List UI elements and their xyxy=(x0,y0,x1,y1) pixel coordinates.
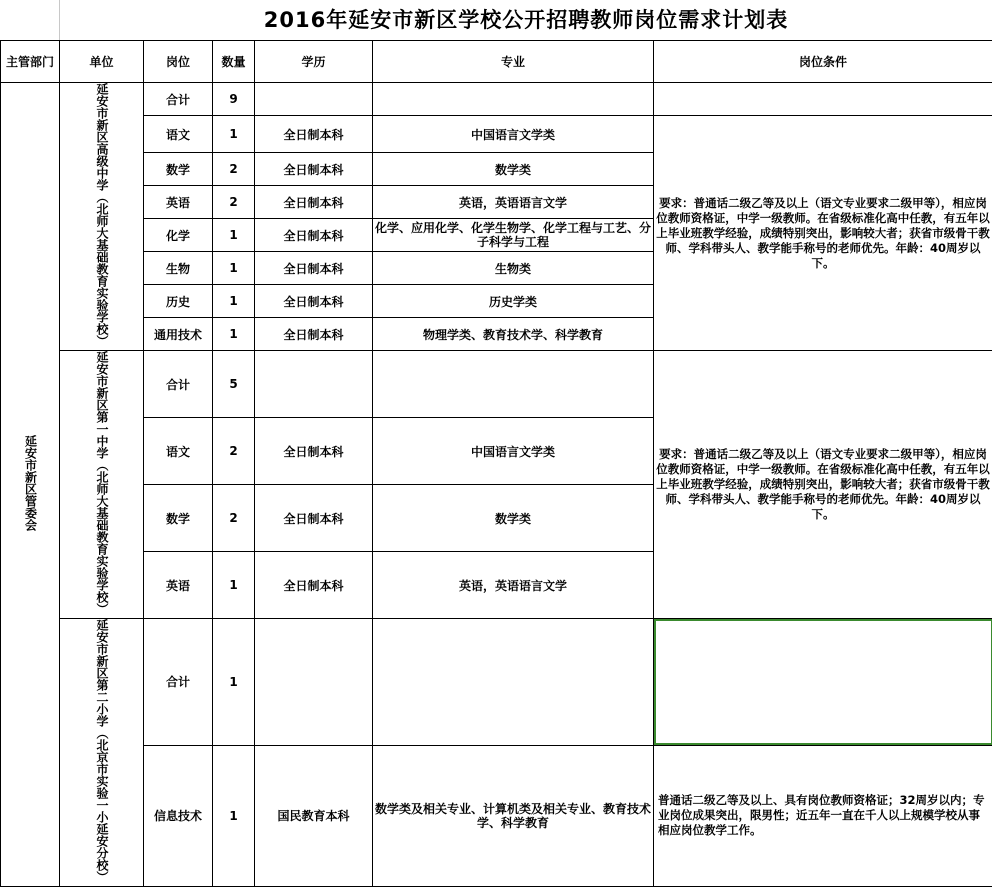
header-post: 岗位 xyxy=(144,41,213,83)
post-cell: 语文 xyxy=(144,116,213,153)
title-left-blank xyxy=(0,0,60,41)
edu-cell: 全日制本科 xyxy=(255,219,373,252)
post-cell: 信息技术 xyxy=(144,745,213,886)
major-cell xyxy=(373,83,654,116)
table-row xyxy=(1,83,992,116)
school-name-cell xyxy=(60,619,144,887)
edu-cell xyxy=(255,83,373,116)
header-cond: 岗位条件 xyxy=(654,41,992,83)
cond-cell: 要求：普通话二级乙等及以上（语文专业要求二级甲等），相应岗位教师资格证，中学一级教师。在省级标准化高中任教，有五年以上毕业班教学经验，成绩特别突出，影响较大者；获省市级骨干教师、学科带头人、教学能手称号的老师优先。年龄：40周岁以下。 xyxy=(654,351,992,619)
major-cell xyxy=(373,351,654,418)
post-cell: 英语 xyxy=(144,552,213,619)
edu-cell xyxy=(255,619,373,746)
count-cell: 1 xyxy=(213,219,255,252)
post-cell: 生物 xyxy=(144,252,213,285)
edu-cell: 全日制本科 xyxy=(255,318,373,351)
count-cell: 1 xyxy=(213,116,255,153)
header-row xyxy=(1,41,992,83)
post-cell: 数学 xyxy=(144,153,213,186)
count-cell: 5 xyxy=(213,351,255,418)
post-cell: 数学 xyxy=(144,485,213,552)
school-name: 延安市新区高级中学（北师大基础教育实验学校） xyxy=(95,83,108,347)
recruitment-table xyxy=(0,40,992,887)
count-cell: 2 xyxy=(213,485,255,552)
cond-cell: 普通话二级乙等及以上、具有岗位教师资格证；32周岁以内；专业岗位成果突出，限男性；近五年一直在千人以上规模学校从事相应岗位教学工作。 xyxy=(654,745,992,886)
post-cell: 历史 xyxy=(144,285,213,318)
count-cell: 1 xyxy=(213,619,255,746)
header-count: 数量 xyxy=(213,41,255,83)
major-cell: 英语，英语语言文学 xyxy=(373,186,654,219)
post-cell: 合计 xyxy=(144,619,213,746)
major-cell xyxy=(373,619,654,746)
edu-cell: 全日制本科 xyxy=(255,285,373,318)
count-cell: 2 xyxy=(213,418,255,485)
edu-cell xyxy=(255,351,373,418)
school-name: 延安市新区第二小学（北京市实验一小延安分校） xyxy=(95,619,108,883)
major-cell: 英语，英语语言文学 xyxy=(373,552,654,619)
edu-cell: 全日制本科 xyxy=(255,552,373,619)
header-unit: 单位 xyxy=(60,41,144,83)
cond-cell-blank xyxy=(654,83,992,116)
post-cell: 化学 xyxy=(144,219,213,252)
major-cell: 中国语言文学类 xyxy=(373,116,654,153)
count-cell: 2 xyxy=(213,186,255,219)
edu-cell: 全日制本科 xyxy=(255,186,373,219)
post-cell: 英语 xyxy=(144,186,213,219)
edu-cell: 全日制本科 xyxy=(255,252,373,285)
header-edu: 学历 xyxy=(255,41,373,83)
count-cell: 1 xyxy=(213,745,255,886)
count-cell: 1 xyxy=(213,252,255,285)
major-cell: 数学类 xyxy=(373,485,654,552)
table-row xyxy=(1,745,992,886)
count-cell: 9 xyxy=(213,83,255,116)
post-cell: 通用技术 xyxy=(144,318,213,351)
count-cell: 2 xyxy=(213,153,255,186)
school-name-cell xyxy=(60,351,144,619)
post-cell: 合计 xyxy=(144,351,213,418)
major-cell: 历史学类 xyxy=(373,285,654,318)
page-title: 2016年延安市新区学校公开招聘教师岗位需求计划表 xyxy=(60,0,992,41)
major-cell: 数学类 xyxy=(373,153,654,186)
count-cell: 1 xyxy=(213,318,255,351)
edu-cell: 全日制本科 xyxy=(255,116,373,153)
school-name: 延安市新区第一中学（北师大基础教育实验学校） xyxy=(95,351,108,615)
cond-cell: 要求：普通话二级乙等及以上（语文专业要求二级甲等），相应岗位教师资格证，中学一级教师。在省级标准化高中任教，有五年以上毕业班教学经验，成绩特别突出，影响较大者；获省市级骨干教师、学科带头人、教学能手称号的老师优先。年龄：40周岁以下。 xyxy=(654,116,992,351)
edu-cell: 全日制本科 xyxy=(255,418,373,485)
header-major: 专业 xyxy=(373,41,654,83)
major-cell: 生物类 xyxy=(373,252,654,285)
dept-cell xyxy=(1,83,60,887)
dept-name: 延安市新区管委会 xyxy=(24,435,37,531)
major-cell: 数学类及相关专业、计算机类及相关专业、教育技术学、科学教育 xyxy=(373,745,654,886)
table-row xyxy=(1,116,992,153)
edu-cell: 全日制本科 xyxy=(255,153,373,186)
post-cell: 合计 xyxy=(144,83,213,116)
count-cell: 1 xyxy=(213,285,255,318)
post-cell: 语文 xyxy=(144,418,213,485)
major-cell: 物理学类、教育技术学、科学教育 xyxy=(373,318,654,351)
table-row xyxy=(1,619,992,746)
major-cell: 化学、应用化学、化学生物学、化学工程与工艺、分子科学与工程 xyxy=(373,219,654,252)
header-dept: 主管部门 xyxy=(1,41,60,83)
table-row xyxy=(1,351,992,418)
school-name-cell xyxy=(60,83,144,351)
edu-cell: 全日制本科 xyxy=(255,485,373,552)
selected-cell[interactable] xyxy=(654,619,992,746)
count-cell: 1 xyxy=(213,552,255,619)
major-cell: 中国语言文学类 xyxy=(373,418,654,485)
edu-cell: 国民教育本科 xyxy=(255,745,373,886)
